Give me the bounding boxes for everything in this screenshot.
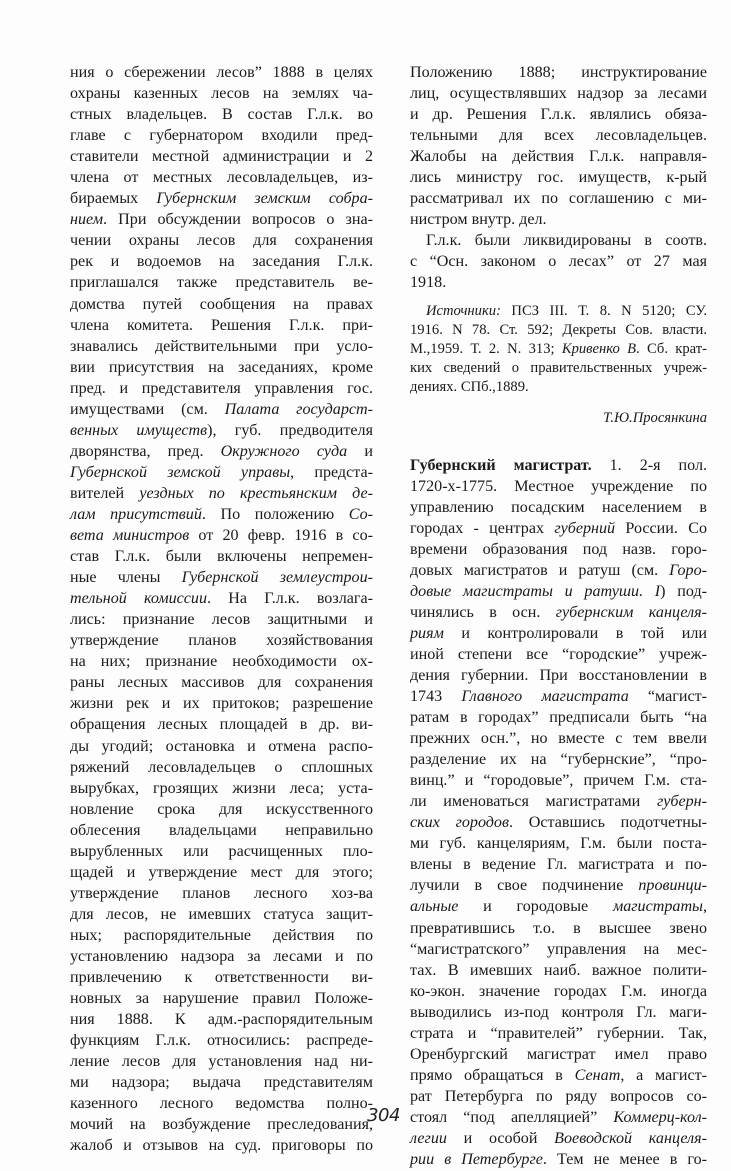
text-run: приглашался также представитель ве- [70, 274, 373, 292]
text-run: лиц, осуществлявших надзор за лесами [410, 85, 707, 103]
text-run: рат Петербурга по ряду вопросов со- [410, 1087, 707, 1105]
text-run: рассматривал их по соглашению с ми- [410, 190, 707, 208]
text-line [410, 321, 707, 340]
text-run: иной степени все “городские” учреж- [410, 645, 707, 663]
italic-reference: Палата государст- [224, 400, 373, 418]
text-line [410, 644, 707, 665]
italic-reference: Окружного суда [220, 442, 348, 460]
text-run: 1916. N 78. Ст. 592; Декреты Сов. власти. [410, 321, 707, 338]
text-line [410, 302, 707, 321]
text-run: 1918. [410, 274, 447, 292]
text-run: Положению 1888; инструктирование [410, 64, 707, 81]
italic-reference: Кривенко В [561, 340, 637, 357]
text-run: новление срока для искусственного [70, 800, 373, 818]
text-run: превратившись т.о. в высшее звено [410, 919, 707, 937]
text-line [410, 1128, 707, 1149]
text-run: функциям Г.л.к. относились: распреде- [70, 1032, 373, 1050]
text-run: с “Осн. законом о лесах” от 27 мая [410, 253, 707, 271]
text-line [410, 875, 707, 896]
text-run: утверждение планов хозяйствования [70, 632, 373, 650]
text-line [70, 546, 373, 567]
text-line [70, 188, 373, 209]
italic-reference: довые магистраты и ратуши. I [410, 582, 661, 600]
italic-reference: Губернским земским собра- [156, 190, 373, 208]
text-run: ли именоваться магистратами [410, 793, 657, 811]
text-run: . При обсуждении вопросов о зна- [103, 211, 373, 229]
text-line [70, 1135, 373, 1156]
text-line [410, 125, 707, 146]
text-line [70, 1072, 373, 1093]
text-run: утверждение планов лесного хоз-ва [70, 884, 373, 902]
text-line [70, 1030, 373, 1051]
text-run: вии присутствия на заседаниях, кроме [70, 358, 373, 376]
text-run: страта и “правителей” губернии. Так, [410, 1024, 707, 1042]
text-run: 1743 [410, 688, 462, 706]
text-run: жизни рек и их притоков; разрешение [70, 695, 373, 713]
text-line [70, 104, 373, 125]
text-run: управлению посадским населением в [410, 498, 707, 516]
text-run: 1720-х-1775. Местное учреждение по [410, 477, 707, 495]
text-line [410, 981, 707, 1002]
text-run: . По положению [201, 505, 349, 523]
text-run: , а магист- [620, 1066, 707, 1084]
text-run: ) под- [660, 582, 707, 600]
text-line [410, 770, 707, 791]
text-run: ко-экон. значение городах Г.м. иногда [410, 982, 707, 1000]
text-run: и др. Решения Г.л.к. являлись обяза- [410, 106, 707, 124]
text-line [70, 378, 373, 399]
text-run: времени образования под назв. горо- [410, 540, 707, 558]
text-run: ратам в городах” предписали быть “на [410, 709, 707, 727]
text-run: “магистратского” управления на мес- [410, 940, 707, 958]
text-run: рек и водоемов на заседания Г.л.к. [70, 253, 373, 271]
italic-reference: Сенат [574, 1066, 621, 1084]
text-run: чении охраны лесов для сохранения [70, 232, 373, 250]
text-line [70, 609, 373, 630]
italic-reference: Коммерц-кол- [613, 1108, 707, 1126]
text-line [410, 1044, 707, 1065]
text-run: установлению надзора за лесами и по [70, 947, 373, 965]
text-run: ставители местной администрации и 2 [70, 148, 373, 166]
text-line [70, 904, 373, 925]
text-run: вителей [70, 484, 140, 502]
text-line [410, 1086, 707, 1107]
text-run: дения губернии. При восстановлении в [410, 666, 707, 684]
text-line [70, 146, 373, 167]
text-run: домства путей сообщения на правах [70, 295, 373, 313]
text-run: , [702, 898, 707, 916]
text-line [70, 736, 373, 757]
text-line [410, 749, 707, 770]
text-line [70, 315, 373, 336]
text-line [410, 707, 707, 728]
text-line [70, 230, 373, 251]
text-run: выводились из-под контроля Гл. маги- [410, 1003, 707, 1021]
text-run: тах. В имевших наиб. важное полити- [410, 961, 707, 979]
text-line [410, 455, 707, 476]
text-line [70, 651, 373, 672]
text-run: стных владельцев. В состав Г.л.к. во [70, 106, 373, 124]
italic-reference: Источники: [426, 302, 501, 319]
text-run: . Сб. крат- [636, 340, 708, 357]
text-run: знавались действительными при усло- [70, 337, 373, 355]
text-run: 1. 2-я пол. [591, 456, 707, 474]
text-line [70, 862, 373, 883]
text-line [410, 1149, 707, 1170]
text-line [410, 791, 707, 812]
text-line [410, 83, 707, 104]
text-run: Жалобы на действия Г.л.к. направля- [410, 148, 707, 166]
text-line [410, 896, 707, 917]
italic-reference: риям [410, 624, 444, 642]
text-line [410, 62, 707, 83]
text-run: вырубленных или расчищенных пло- [70, 842, 373, 860]
text-run: ми губ. канцеляриям, Г.м. были поста- [410, 835, 707, 853]
italic-reference: рии в Петербурге [410, 1151, 543, 1169]
text-line [70, 504, 373, 525]
text-run: ), губ. предводителя [207, 421, 373, 439]
text-line [70, 399, 373, 420]
text-line [410, 272, 707, 293]
text-run: раны лесных массивов для сохранения [70, 674, 373, 692]
text-run: пред. и представителя управления гос. [70, 379, 373, 397]
italic-reference: легии [410, 1130, 447, 1147]
text-run: ния 1888. К адм.-распорядительным [70, 1011, 373, 1029]
text-run: , предста- [290, 463, 373, 481]
page-number [0, 1105, 731, 1126]
entry-gubernsky-magistrat [410, 455, 707, 1171]
text-run: жалоб и отзывов на суд. приговоры по [70, 1137, 373, 1155]
author-name: Т.Ю.Просянкина [603, 410, 707, 427]
text-line [70, 272, 373, 293]
italic-reference: Воеводской канцеля- [554, 1130, 708, 1147]
text-run: стоял “под апелляцией” [410, 1108, 614, 1126]
text-run: ния о сбережении лесов” 1888 в целях [70, 64, 373, 81]
text-run: став Г.л.к. были включены непремен- [70, 548, 373, 566]
italic-reference: магистраты [612, 898, 703, 916]
italic-reference: тельной комиссии [70, 590, 208, 608]
text-run: привлечению к ответственности ви- [70, 969, 373, 987]
text-line [70, 336, 373, 357]
text-line [410, 665, 707, 686]
text-run: ких сведений о правительственных учреж- [410, 360, 707, 377]
text-line [410, 1002, 707, 1023]
italic-reference: Со- [348, 505, 373, 523]
text-line [70, 483, 373, 504]
text-line [410, 188, 707, 209]
text-run: ПСЗ III. Т. 8. N 5120; СУ. [500, 302, 707, 319]
text-line [70, 462, 373, 483]
text-line [410, 623, 707, 644]
text-run: прежних осн.”, но вместе с тем ввели [410, 730, 707, 748]
text-line [410, 518, 707, 539]
text-line [410, 918, 707, 939]
text-run: прямо обращаться в [410, 1066, 575, 1084]
text-line [70, 1009, 373, 1030]
text-line [70, 883, 373, 904]
text-run: для лесов, не имевших статуса защит- [70, 905, 373, 923]
text-run: . Оставшись подотчетны- [508, 814, 707, 832]
italic-reference: альные [410, 898, 459, 916]
italic-reference: Губернской земской управы [70, 463, 291, 481]
text-line [410, 146, 707, 167]
text-line [410, 497, 707, 518]
text-line [410, 728, 707, 749]
text-run: городах - центрах [410, 519, 555, 537]
text-run: и контролировали в той или [443, 624, 707, 642]
text-run: новных за нарушение правил Положе- [70, 990, 373, 1008]
text-line [70, 778, 373, 799]
text-line [70, 83, 373, 104]
text-line [70, 714, 373, 735]
italic-reference: губерний [554, 519, 616, 537]
text-run: дворянства, пред. [70, 442, 221, 460]
text-run: от 20 февр. 1916 в со- [189, 527, 373, 545]
text-line [410, 602, 707, 623]
sources-block [410, 302, 707, 398]
italic-reference: нием [70, 211, 104, 229]
text-line [70, 525, 373, 546]
text-line [410, 209, 707, 230]
text-run: М.,1959. Т. 2. N. 313; [410, 340, 562, 357]
text-run: и [347, 442, 373, 460]
text-line [70, 441, 373, 462]
text-run: обращения лесных площадей в др. ви- [70, 716, 373, 734]
italic-reference: вета министров [70, 527, 190, 545]
text-line [70, 925, 373, 946]
text-run: вырубках, грозящих жизни леса; уста- [70, 779, 373, 797]
italic-reference: Главного магистрата [461, 688, 629, 706]
text-line [410, 686, 707, 707]
article-author [410, 409, 707, 430]
text-run: ряжений лесовладельцев о сплошных [70, 758, 373, 776]
text-line [70, 799, 373, 820]
text-run: Оренбургский магистрат имел право [410, 1045, 707, 1063]
text-line [70, 209, 373, 230]
text-run: и городовые [458, 898, 613, 916]
text-line [410, 854, 707, 875]
text-run: . На Г.л.к. возлага- [207, 590, 373, 608]
text-line [70, 251, 373, 272]
text-line [70, 672, 373, 693]
text-line [410, 1023, 707, 1044]
text-line [410, 812, 707, 833]
text-run: лись: признание лесов защитными и [70, 611, 373, 629]
entry-heading: Губернский магистрат. [410, 456, 592, 474]
text-line [70, 946, 373, 967]
text-line [410, 378, 707, 397]
text-line [410, 939, 707, 960]
italic-reference: венных имуществ [70, 421, 208, 439]
text-run: ми надзора; выдача представителям [70, 1074, 373, 1092]
text-run: нистром внутр. дел. [410, 211, 547, 229]
text-line [70, 757, 373, 778]
text-run: “магист- [628, 688, 707, 706]
italic-reference: губерн- [656, 793, 707, 811]
text-run: ных; распорядительные действия по [70, 926, 373, 944]
text-line [70, 820, 373, 841]
text-run: тельными для всех лесовладельцев. [410, 127, 707, 145]
text-run: чинялись в осн. [410, 603, 556, 621]
italic-reference: провинци- [638, 877, 707, 895]
text-run: винц.” и “городовые”, причем Г.м. ста- [410, 772, 707, 790]
text-line [70, 630, 373, 651]
text-line [410, 560, 707, 581]
text-line [70, 125, 373, 146]
text-line [410, 1065, 707, 1086]
text-line [70, 167, 373, 188]
text-line [70, 420, 373, 441]
text-line [70, 841, 373, 862]
italic-reference: ских городов [410, 814, 509, 832]
text-line [70, 294, 373, 315]
text-line [410, 539, 707, 560]
text-line [410, 230, 707, 251]
text-run: имуществами (см. [70, 400, 225, 418]
text-line [410, 833, 707, 854]
text-run: лучили в свое подчинение [410, 877, 639, 895]
text-run: облесения владельцами неправильно [70, 821, 373, 839]
text-line [70, 988, 373, 1009]
text-run: России. Со [615, 519, 707, 537]
text-line [410, 960, 707, 981]
text-line [410, 104, 707, 125]
text-run: лись министру гос. имуществ, к-рый [410, 169, 707, 187]
text-run: довых магистратов и ратуш (см. [410, 561, 670, 579]
text-run: щадей и утверждение мест для этого; [70, 863, 373, 881]
text-line [410, 476, 707, 497]
text-line [70, 62, 373, 83]
text-line [410, 581, 707, 602]
text-run: бираемых [70, 190, 157, 208]
right-column [410, 62, 707, 1170]
text-line [410, 340, 707, 359]
text-run: ные члены [70, 569, 182, 587]
article-continuation [410, 62, 707, 294]
text-run: дениях. СПб.,1889. [410, 379, 529, 396]
text-run: разделение их на “губернские”, “про- [410, 751, 707, 769]
text-line [410, 359, 707, 378]
italic-reference: Горо- [669, 561, 707, 579]
text-run: казенного лесного ведомства полно- [70, 1095, 373, 1113]
text-line [70, 693, 373, 714]
text-run: члена от местных лесовладельцев, из- [70, 169, 373, 187]
text-run: охраны казенных лесов на землях ча- [70, 85, 373, 103]
text-line [70, 588, 373, 609]
left-column [70, 62, 373, 1156]
text-run: ление лесов для установления над ни- [70, 1053, 373, 1071]
italic-reference: лам присутствий [70, 505, 202, 523]
text-line [410, 251, 707, 272]
text-run: и особой [446, 1130, 555, 1147]
italic-reference: уездных по крестьянским де- [139, 484, 373, 502]
text-run: влены в ведение Гл. магистрата и по- [410, 856, 707, 874]
text-line [70, 357, 373, 378]
text-line [410, 167, 707, 188]
text-run: члена комитета. Решения Г.л.к. при- [70, 316, 373, 334]
text-run: мочий на возбуждение преследования, [70, 1116, 373, 1134]
text-run: ды угодий; остановка и отмена распо- [70, 737, 373, 755]
italic-reference: Губернской землеустрои- [181, 569, 373, 587]
text-line [70, 1051, 373, 1072]
italic-reference: губернским канцеля- [555, 603, 707, 621]
text-run: Г.л.к. были ликвидированы в соотв. [426, 232, 707, 250]
text-line [70, 967, 373, 988]
text-line [70, 567, 373, 588]
page-number-text: 304 [367, 1105, 400, 1126]
text-run: на них; признание необходимости ох- [70, 653, 373, 671]
text-run: главе с губернатором входили пред- [70, 127, 373, 145]
text-run: . Тем не менее в го- [542, 1151, 707, 1169]
